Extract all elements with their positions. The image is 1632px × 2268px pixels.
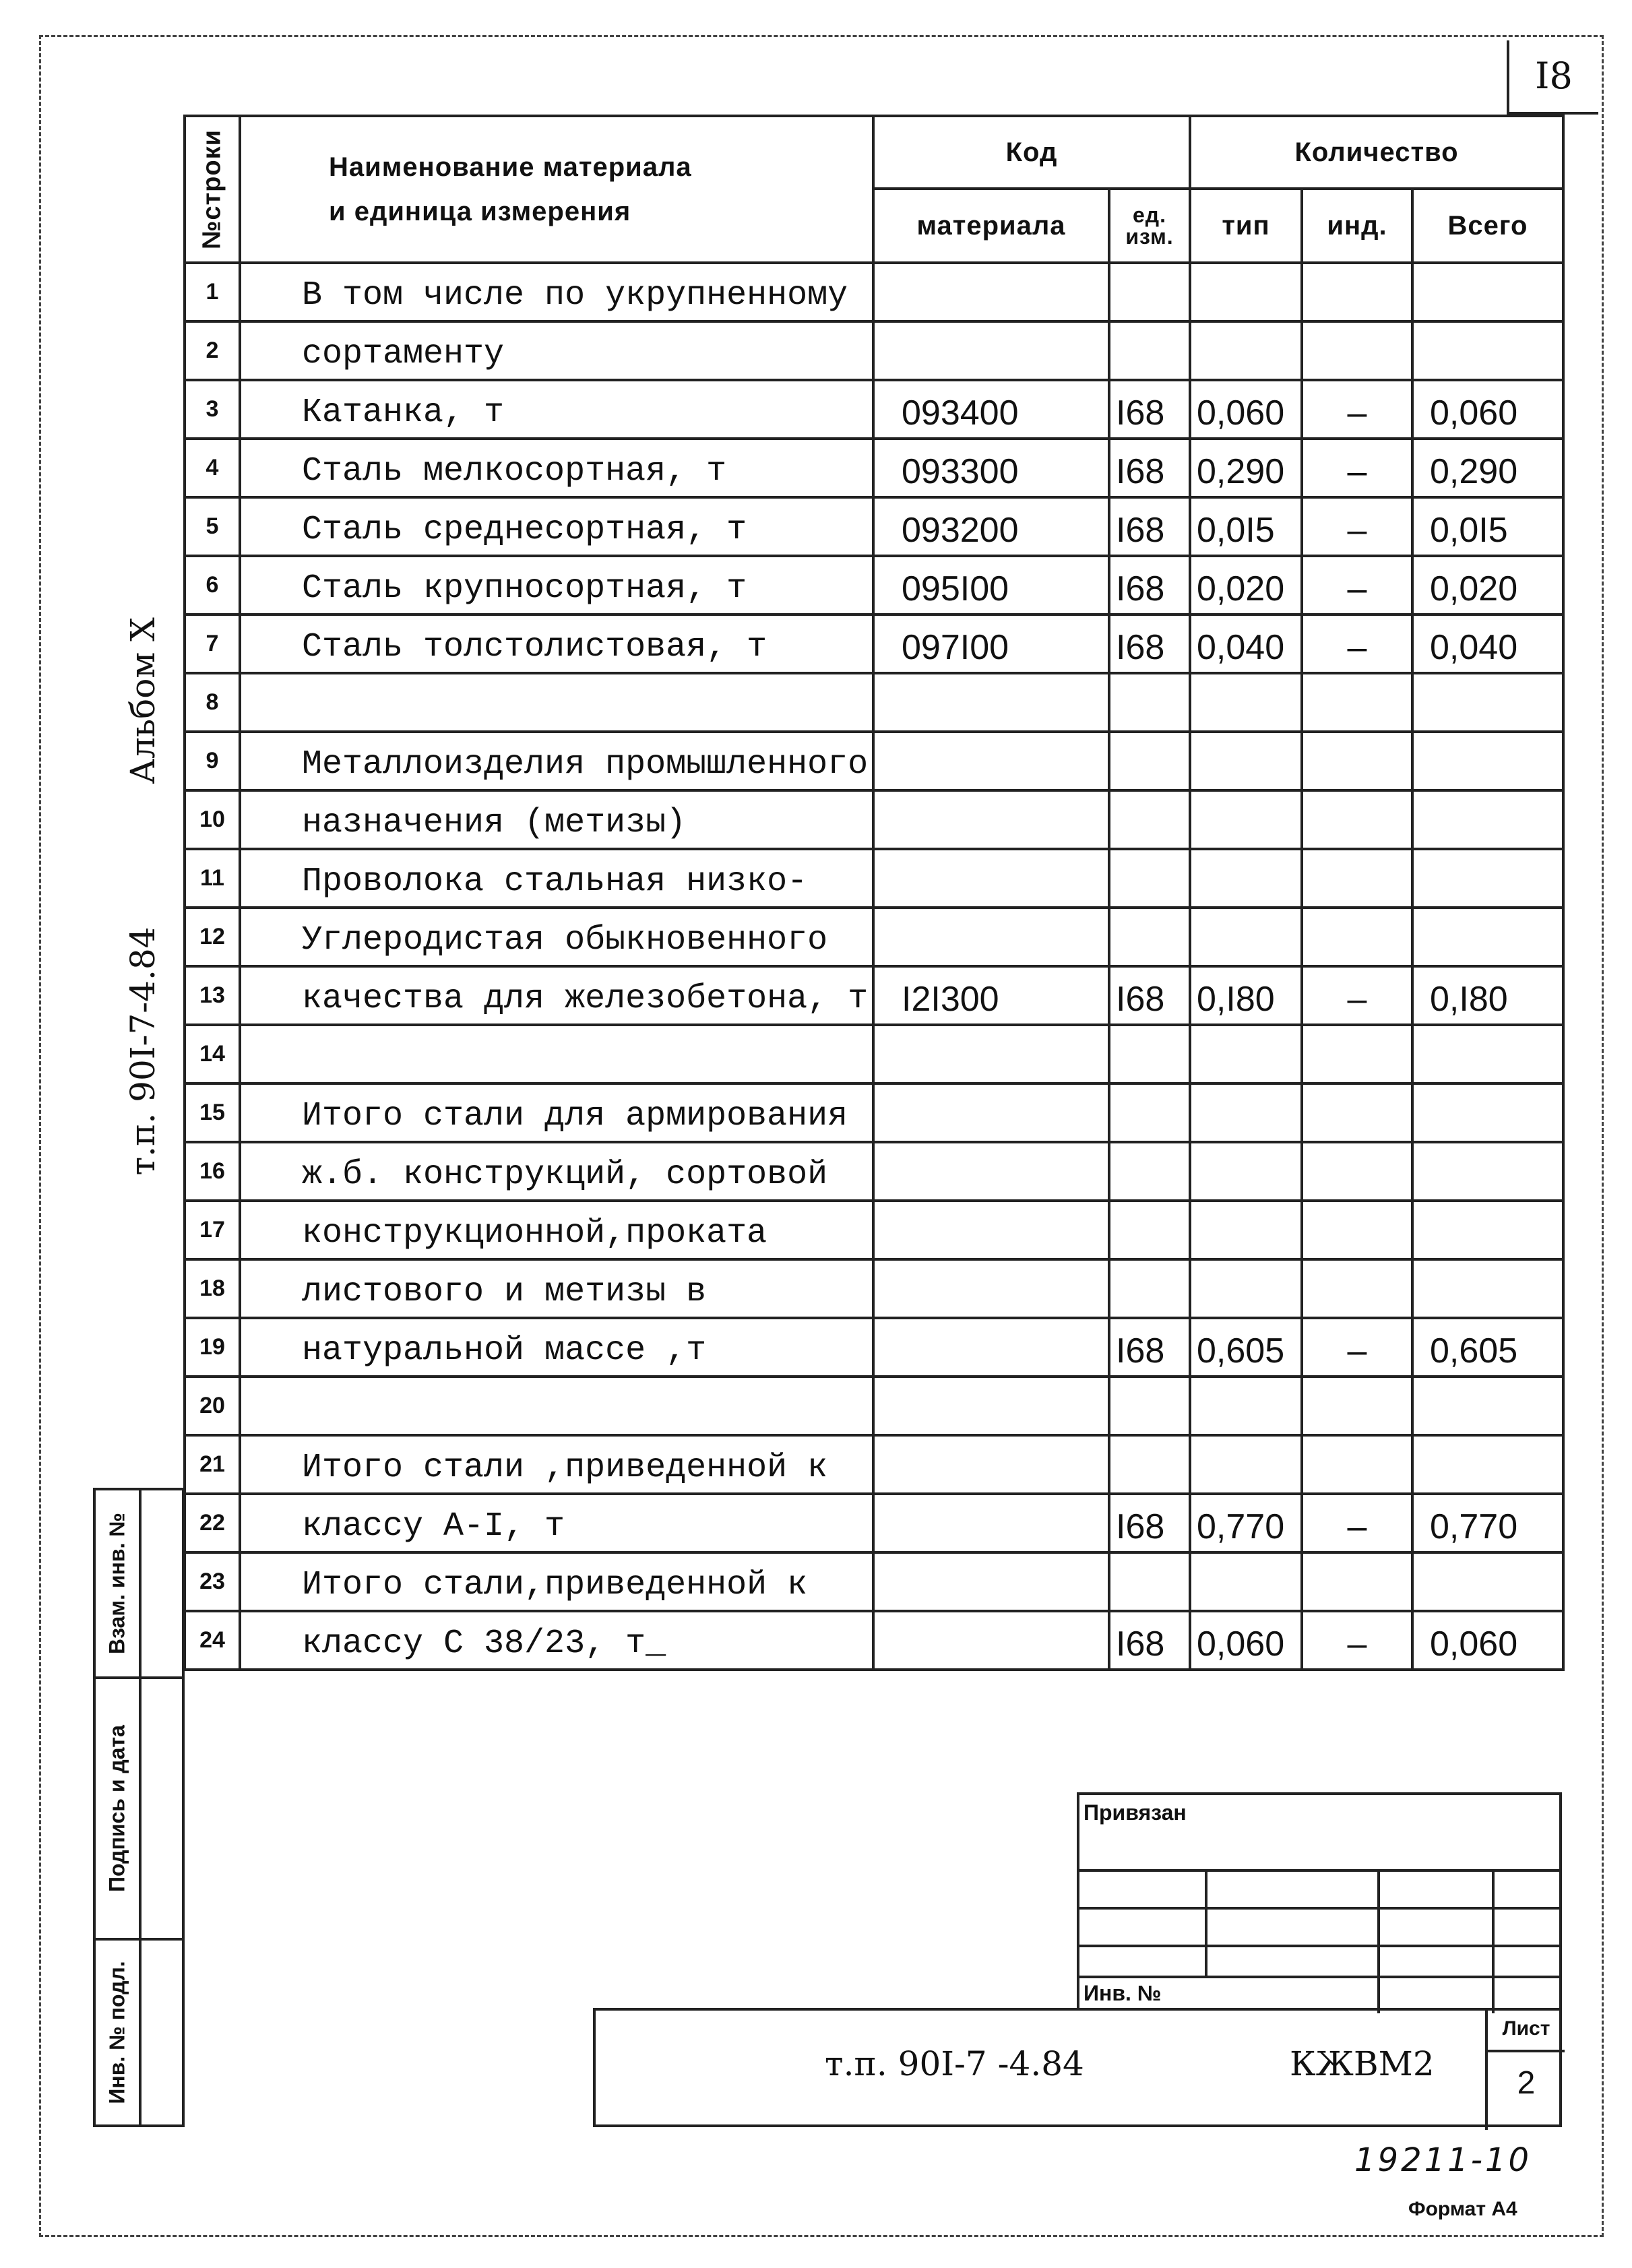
material-name-cell: классу А-I, т bbox=[240, 1494, 873, 1552]
type-qty-cell bbox=[1190, 908, 1302, 966]
type-qty-cell: 0,770 bbox=[1190, 1494, 1302, 1552]
total-qty-cell bbox=[1412, 790, 1563, 849]
table-row bbox=[185, 263, 1563, 321]
table-row bbox=[185, 673, 1563, 732]
row-number-cell: 23 bbox=[185, 1552, 240, 1611]
material-name-cell: сортаменту bbox=[240, 321, 873, 380]
ind-qty-cell bbox=[1302, 1435, 1412, 1494]
row-number-cell: 13 bbox=[185, 966, 240, 1025]
inv-number-label: Инв. № bbox=[1084, 1981, 1162, 2005]
table-row bbox=[185, 908, 1563, 966]
total-qty-cell bbox=[1412, 321, 1563, 380]
total-qty-cell: 0,770 bbox=[1412, 1494, 1563, 1552]
table-row bbox=[185, 380, 1563, 439]
table-row bbox=[185, 497, 1563, 556]
table-row bbox=[185, 1142, 1563, 1201]
material-name-cell: Итого стали ,приведенной к bbox=[240, 1435, 873, 1494]
material-code-cell: 093400 bbox=[873, 380, 1109, 439]
type-qty-cell bbox=[1190, 1435, 1302, 1494]
row-number-cell: 12 bbox=[185, 908, 240, 966]
material-name-cell: назначения (метизы) bbox=[240, 790, 873, 849]
material-name-cell: Итого стали,приведенной к bbox=[240, 1552, 873, 1611]
total-qty-cell: 0,060 bbox=[1412, 1611, 1563, 1670]
table-row bbox=[185, 849, 1563, 908]
type-qty-cell bbox=[1190, 1083, 1302, 1142]
format-label: Формат А4 bbox=[1408, 2198, 1517, 2220]
type-qty-cell bbox=[1190, 1377, 1302, 1435]
total-qty-cell bbox=[1412, 1025, 1563, 1083]
stamp-strip-inv: Инв. № подл. bbox=[93, 1938, 185, 2127]
table-row bbox=[185, 1259, 1563, 1318]
ind-qty-cell bbox=[1302, 673, 1412, 732]
header-ind: инд. bbox=[1302, 189, 1412, 263]
ind-qty-cell: – bbox=[1302, 439, 1412, 497]
row-number-cell: 8 bbox=[185, 673, 240, 732]
type-qty-cell: 0,I80 bbox=[1190, 966, 1302, 1025]
doc-mark: КЖВМ2 bbox=[1290, 2044, 1435, 2083]
material-name-cell: качества для железобетона, т bbox=[240, 966, 873, 1025]
type-qty-cell: 0,0I5 bbox=[1190, 497, 1302, 556]
row-number-cell: 1 bbox=[185, 263, 240, 321]
row-number-cell: 15 bbox=[185, 1083, 240, 1142]
unit-cell bbox=[1109, 1201, 1190, 1259]
row-number-cell: 6 bbox=[185, 556, 240, 615]
header-code: Код bbox=[873, 116, 1190, 189]
type-qty-cell bbox=[1190, 1142, 1302, 1201]
total-qty-cell bbox=[1412, 1552, 1563, 1611]
unit-cell: I68 bbox=[1109, 1318, 1190, 1377]
ind-qty-cell bbox=[1302, 263, 1412, 321]
row-number-cell: 22 bbox=[185, 1494, 240, 1552]
row-number-cell: 11 bbox=[185, 849, 240, 908]
stamp-strip-vzam: Взам. инв. № bbox=[93, 1488, 185, 1679]
total-qty-cell bbox=[1412, 1259, 1563, 1318]
unit-cell bbox=[1109, 1083, 1190, 1142]
table-row bbox=[185, 966, 1563, 1025]
table-row bbox=[185, 556, 1563, 615]
header-total: Всего bbox=[1412, 189, 1563, 263]
material-code-cell bbox=[873, 1377, 1109, 1435]
table-row bbox=[185, 1377, 1563, 1435]
ind-qty-cell bbox=[1302, 849, 1412, 908]
material-code-cell bbox=[873, 790, 1109, 849]
handwritten-number: 19211-10 bbox=[1354, 2141, 1532, 2179]
material-name-cell: Катанка, т bbox=[240, 380, 873, 439]
type-qty-cell bbox=[1190, 1259, 1302, 1318]
bound-label: Привязан bbox=[1084, 1800, 1187, 1825]
total-qty-cell: 0,605 bbox=[1412, 1318, 1563, 1377]
unit-cell bbox=[1109, 1142, 1190, 1201]
ind-qty-cell bbox=[1302, 908, 1412, 966]
ind-qty-cell: – bbox=[1302, 556, 1412, 615]
material-name-cell: натуральной массе ,т bbox=[240, 1318, 873, 1377]
table-row bbox=[185, 615, 1563, 673]
type-qty-cell: 0,060 bbox=[1190, 380, 1302, 439]
total-qty-cell bbox=[1412, 849, 1563, 908]
material-name-cell bbox=[240, 1025, 873, 1083]
table-row bbox=[185, 439, 1563, 497]
row-number-cell: 20 bbox=[185, 1377, 240, 1435]
unit-cell: I68 bbox=[1109, 439, 1190, 497]
material-code-cell bbox=[873, 1201, 1109, 1259]
unit-cell: I68 bbox=[1109, 615, 1190, 673]
unit-cell bbox=[1109, 732, 1190, 790]
unit-cell: I68 bbox=[1109, 556, 1190, 615]
ind-qty-cell: – bbox=[1302, 615, 1412, 673]
table-row bbox=[185, 321, 1563, 380]
ind-qty-cell: – bbox=[1302, 497, 1412, 556]
material-name-cell: Углеродистая обыкновенного bbox=[240, 908, 873, 966]
material-code-cell: I2I300 bbox=[873, 966, 1109, 1025]
type-qty-cell: 0,060 bbox=[1190, 1611, 1302, 1670]
total-qty-cell bbox=[1412, 1435, 1563, 1494]
side-album-label: Альбом X bbox=[123, 617, 162, 784]
material-code-cell bbox=[873, 1142, 1109, 1201]
ind-qty-cell bbox=[1302, 1377, 1412, 1435]
unit-cell bbox=[1109, 1435, 1190, 1494]
stamp-strip-signature: Подпись и дата bbox=[93, 1676, 185, 1941]
total-qty-cell: 0,0I5 bbox=[1412, 497, 1563, 556]
sheet-value: 2 bbox=[1517, 2065, 1536, 2101]
row-number-cell: 17 bbox=[185, 1201, 240, 1259]
total-qty-cell bbox=[1412, 908, 1563, 966]
material-name-cell: ж.б. конструкций, сортовой bbox=[240, 1142, 873, 1201]
row-number-cell: 14 bbox=[185, 1025, 240, 1083]
ind-qty-cell bbox=[1302, 732, 1412, 790]
row-number-cell: 3 bbox=[185, 380, 240, 439]
total-qty-cell bbox=[1412, 1142, 1563, 1201]
unit-cell bbox=[1109, 263, 1190, 321]
header-material-code: материала bbox=[873, 189, 1109, 263]
ind-qty-cell bbox=[1302, 1083, 1412, 1142]
total-qty-cell: 0,040 bbox=[1412, 615, 1563, 673]
ind-qty-cell bbox=[1302, 1142, 1412, 1201]
material-code-cell bbox=[873, 263, 1109, 321]
ind-qty-cell: – bbox=[1302, 1494, 1412, 1552]
type-qty-cell bbox=[1190, 263, 1302, 321]
material-code-cell bbox=[873, 673, 1109, 732]
type-qty-cell bbox=[1190, 790, 1302, 849]
total-qty-cell: 0,290 bbox=[1412, 439, 1563, 497]
type-qty-cell bbox=[1190, 732, 1302, 790]
material-name-cell bbox=[240, 1377, 873, 1435]
total-qty-cell bbox=[1412, 1201, 1563, 1259]
header-unit: ед. изм. bbox=[1109, 189, 1190, 263]
row-number-cell: 5 bbox=[185, 497, 240, 556]
row-number-cell: 16 bbox=[185, 1142, 240, 1201]
table-body bbox=[185, 263, 1563, 1670]
table-row bbox=[185, 1552, 1563, 1611]
material-name-cell: В том числе по укрупненному bbox=[240, 263, 873, 321]
material-code-cell: 093300 bbox=[873, 439, 1109, 497]
total-qty-cell: 0,020 bbox=[1412, 556, 1563, 615]
unit-cell: I68 bbox=[1109, 1611, 1190, 1670]
total-qty-cell: 0,060 bbox=[1412, 380, 1563, 439]
material-code-cell bbox=[873, 1552, 1109, 1611]
row-number-cell: 2 bbox=[185, 321, 240, 380]
material-name-cell: Металлоизделия промышленного bbox=[240, 732, 873, 790]
type-qty-cell: 0,290 bbox=[1190, 439, 1302, 497]
type-qty-cell: 0,040 bbox=[1190, 615, 1302, 673]
material-code-cell: 093200 bbox=[873, 497, 1109, 556]
table-row bbox=[185, 1201, 1563, 1259]
material-code-cell bbox=[873, 321, 1109, 380]
material-name-cell: листового и метизы в bbox=[240, 1259, 873, 1318]
sheet-label: Лист bbox=[1502, 2017, 1550, 2040]
material-name-cell: конструкционной,проката bbox=[240, 1201, 873, 1259]
material-code-cell: 097I00 bbox=[873, 615, 1109, 673]
type-qty-cell bbox=[1190, 1025, 1302, 1083]
row-number-cell: 10 bbox=[185, 790, 240, 849]
material-code-cell bbox=[873, 1259, 1109, 1318]
total-qty-cell: 0,I80 bbox=[1412, 966, 1563, 1025]
material-code-cell bbox=[873, 1494, 1109, 1552]
type-qty-cell: 0,605 bbox=[1190, 1318, 1302, 1377]
material-code-cell bbox=[873, 732, 1109, 790]
ind-qty-cell bbox=[1302, 1259, 1412, 1318]
unit-cell bbox=[1109, 849, 1190, 908]
row-number-cell: 21 bbox=[185, 1435, 240, 1494]
unit-cell bbox=[1109, 1025, 1190, 1083]
row-number-cell: 9 bbox=[185, 732, 240, 790]
ind-qty-cell bbox=[1302, 1025, 1412, 1083]
material-name-cell bbox=[240, 673, 873, 732]
table-row bbox=[185, 1435, 1563, 1494]
unit-cell bbox=[1109, 790, 1190, 849]
unit-cell bbox=[1109, 321, 1190, 380]
material-code-cell bbox=[873, 1318, 1109, 1377]
binding-stamp bbox=[1077, 1792, 1562, 2011]
table-row bbox=[185, 1494, 1563, 1552]
material-code-cell bbox=[873, 908, 1109, 966]
row-number-cell: 19 bbox=[185, 1318, 240, 1377]
table-row bbox=[185, 1025, 1563, 1083]
table-row bbox=[185, 790, 1563, 849]
row-number-cell: 7 bbox=[185, 615, 240, 673]
table-row bbox=[185, 732, 1563, 790]
total-qty-cell bbox=[1412, 1083, 1563, 1142]
unit-cell: I68 bbox=[1109, 497, 1190, 556]
total-qty-cell bbox=[1412, 1377, 1563, 1435]
type-qty-cell: 0,020 bbox=[1190, 556, 1302, 615]
ind-qty-cell: – bbox=[1302, 1611, 1412, 1670]
ind-qty-cell bbox=[1302, 790, 1412, 849]
header-type: тип bbox=[1190, 189, 1302, 263]
material-code-cell bbox=[873, 1083, 1109, 1142]
material-name-cell: Сталь крупносортная, т bbox=[240, 556, 873, 615]
header-quantity: Количество bbox=[1190, 116, 1563, 189]
ind-qty-cell: – bbox=[1302, 380, 1412, 439]
material-code-cell: 095I00 bbox=[873, 556, 1109, 615]
ind-qty-cell: – bbox=[1302, 966, 1412, 1025]
material-name-cell: Проволока стальная низко- bbox=[240, 849, 873, 908]
doc-code: т.п. 90I-7 -4.84 bbox=[825, 2044, 1084, 2083]
unit-cell bbox=[1109, 1377, 1190, 1435]
total-qty-cell bbox=[1412, 263, 1563, 321]
header-material-name: Наименование материала и единица измерения bbox=[240, 116, 873, 263]
ind-qty-cell bbox=[1302, 321, 1412, 380]
material-code-cell bbox=[873, 849, 1109, 908]
material-name-cell: Сталь мелкосортная, т bbox=[240, 439, 873, 497]
material-name-cell: классу С 38/23, т_ bbox=[240, 1611, 873, 1670]
row-number-cell: 24 bbox=[185, 1611, 240, 1670]
material-name-cell: Сталь среднесортная, т bbox=[240, 497, 873, 556]
materials-table bbox=[183, 115, 1565, 1671]
material-code-cell bbox=[873, 1611, 1109, 1670]
unit-cell bbox=[1109, 673, 1190, 732]
title-block bbox=[593, 2008, 1562, 2127]
sheet-number: I8 bbox=[1507, 40, 1598, 115]
row-number-cell: 18 bbox=[185, 1259, 240, 1318]
total-qty-cell bbox=[1412, 732, 1563, 790]
type-qty-cell bbox=[1190, 849, 1302, 908]
side-project-label: т.п. 90I-7-4.84 bbox=[123, 926, 162, 1176]
material-name-cell: Сталь толстолистовая, т bbox=[240, 615, 873, 673]
unit-cell bbox=[1109, 1552, 1190, 1611]
row-number-cell: 4 bbox=[185, 439, 240, 497]
ind-qty-cell bbox=[1302, 1201, 1412, 1259]
material-code-cell bbox=[873, 1435, 1109, 1494]
table-row bbox=[185, 1611, 1563, 1670]
type-qty-cell bbox=[1190, 1552, 1302, 1611]
ind-qty-cell: – bbox=[1302, 1318, 1412, 1377]
type-qty-cell bbox=[1190, 321, 1302, 380]
total-qty-cell bbox=[1412, 673, 1563, 732]
header-row-number: №строки bbox=[185, 116, 240, 263]
sheet-cell bbox=[1485, 2011, 1565, 2130]
ind-qty-cell bbox=[1302, 1552, 1412, 1611]
unit-cell: I68 bbox=[1109, 380, 1190, 439]
material-code-cell bbox=[873, 1025, 1109, 1083]
type-qty-cell bbox=[1190, 1201, 1302, 1259]
unit-cell: I68 bbox=[1109, 1494, 1190, 1552]
table-row bbox=[185, 1083, 1563, 1142]
table-row bbox=[185, 1318, 1563, 1377]
unit-cell bbox=[1109, 1259, 1190, 1318]
type-qty-cell bbox=[1190, 673, 1302, 732]
unit-cell: I68 bbox=[1109, 966, 1190, 1025]
unit-cell bbox=[1109, 908, 1190, 966]
material-name-cell: Итого стали для армирования bbox=[240, 1083, 873, 1142]
